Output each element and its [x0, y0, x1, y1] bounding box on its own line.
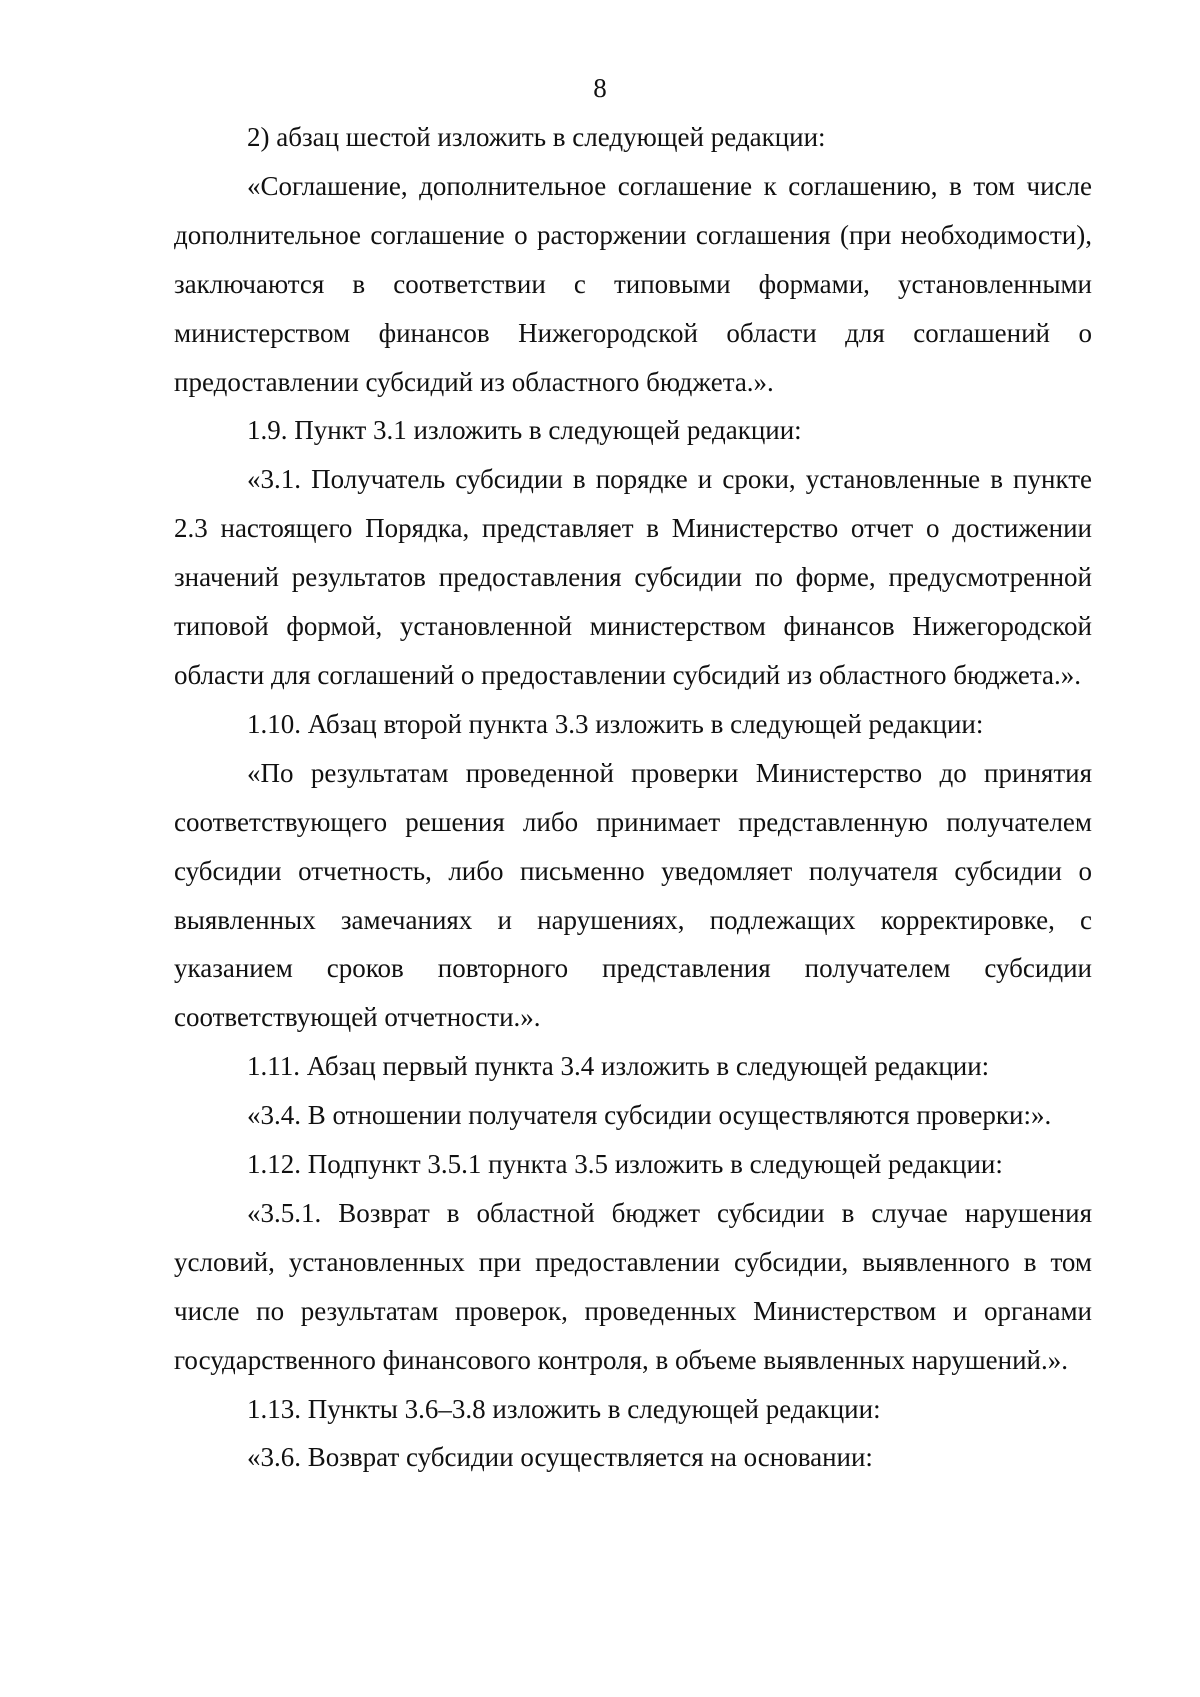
paragraph: «3.4. В отношении получателя субсидии осуществляются проверки:».	[247, 1100, 1052, 1131]
paragraph: «3.6. Возврат субсидии осуществляется на основании:	[247, 1442, 873, 1473]
paragraph: «3.5.1. Возврат в областной бюджет субсидии в случае нарушения условий, установленных при предоставлении субсидии, выявленного в том числе по результатам проверок, проведенных Министерством и органами государственного финансового контроля, в объеме выявленных нарушений.».	[174, 1197, 1092, 1375]
paragraph: «По результатам проведенной проверки Министерство до принятия соответствующего решения либо принимает представленную получателем субсидии отчетность, либо письменно уведомляет получателя субсидии о выявленных замечаниях и нарушениях, подлежащих корректировке, с указанием сроков повторного представления получателем субсидии соответствующей отчетности.».	[174, 757, 1092, 1033]
paragraph: «3.1. Получатель субсидии в порядке и сроки, установленные в пункте 2.3 настоящего Порядка, представляет в Министерство отчет о достижении значений результатов предоставления субсидии по форме, предусмотренной типовой формой, установленной министерством финансов Нижегородской области для соглашений о предоставлении субсидий из областного бюджета.».	[174, 464, 1092, 690]
document-body	[174, 113, 1092, 1482]
paragraph: 1.13. Пункты 3.6–3.8 изложить в следующей редакции:	[247, 1393, 881, 1424]
paragraph: 1.10. Абзац второй пункта 3.3 изложить в следующей редакции:	[247, 708, 984, 739]
paragraph: 1.9. Пункт 3.1 изложить в следующей редакции:	[247, 415, 802, 446]
paragraph: 1.12. Подпункт 3.5.1 пункта 3.5 изложить в следующей редакции:	[247, 1149, 1003, 1180]
paragraph: 1.11. Абзац первый пункта 3.4 изложить в следующей редакции:	[247, 1051, 990, 1082]
paragraph: «Соглашение, дополнительное соглашение к соглашению, в том числе дополнительное соглашение о расторжении соглашения (при необходимости), заключаются в соответствии с типовыми формами, установленными министерством финансов Нижегородской области для соглашений о предоставлении субсидий из областного бюджета.».	[174, 170, 1092, 397]
page-number: 8	[593, 73, 607, 103]
paragraph: 2) абзац шестой изложить в следующей редакции:	[247, 122, 826, 152]
